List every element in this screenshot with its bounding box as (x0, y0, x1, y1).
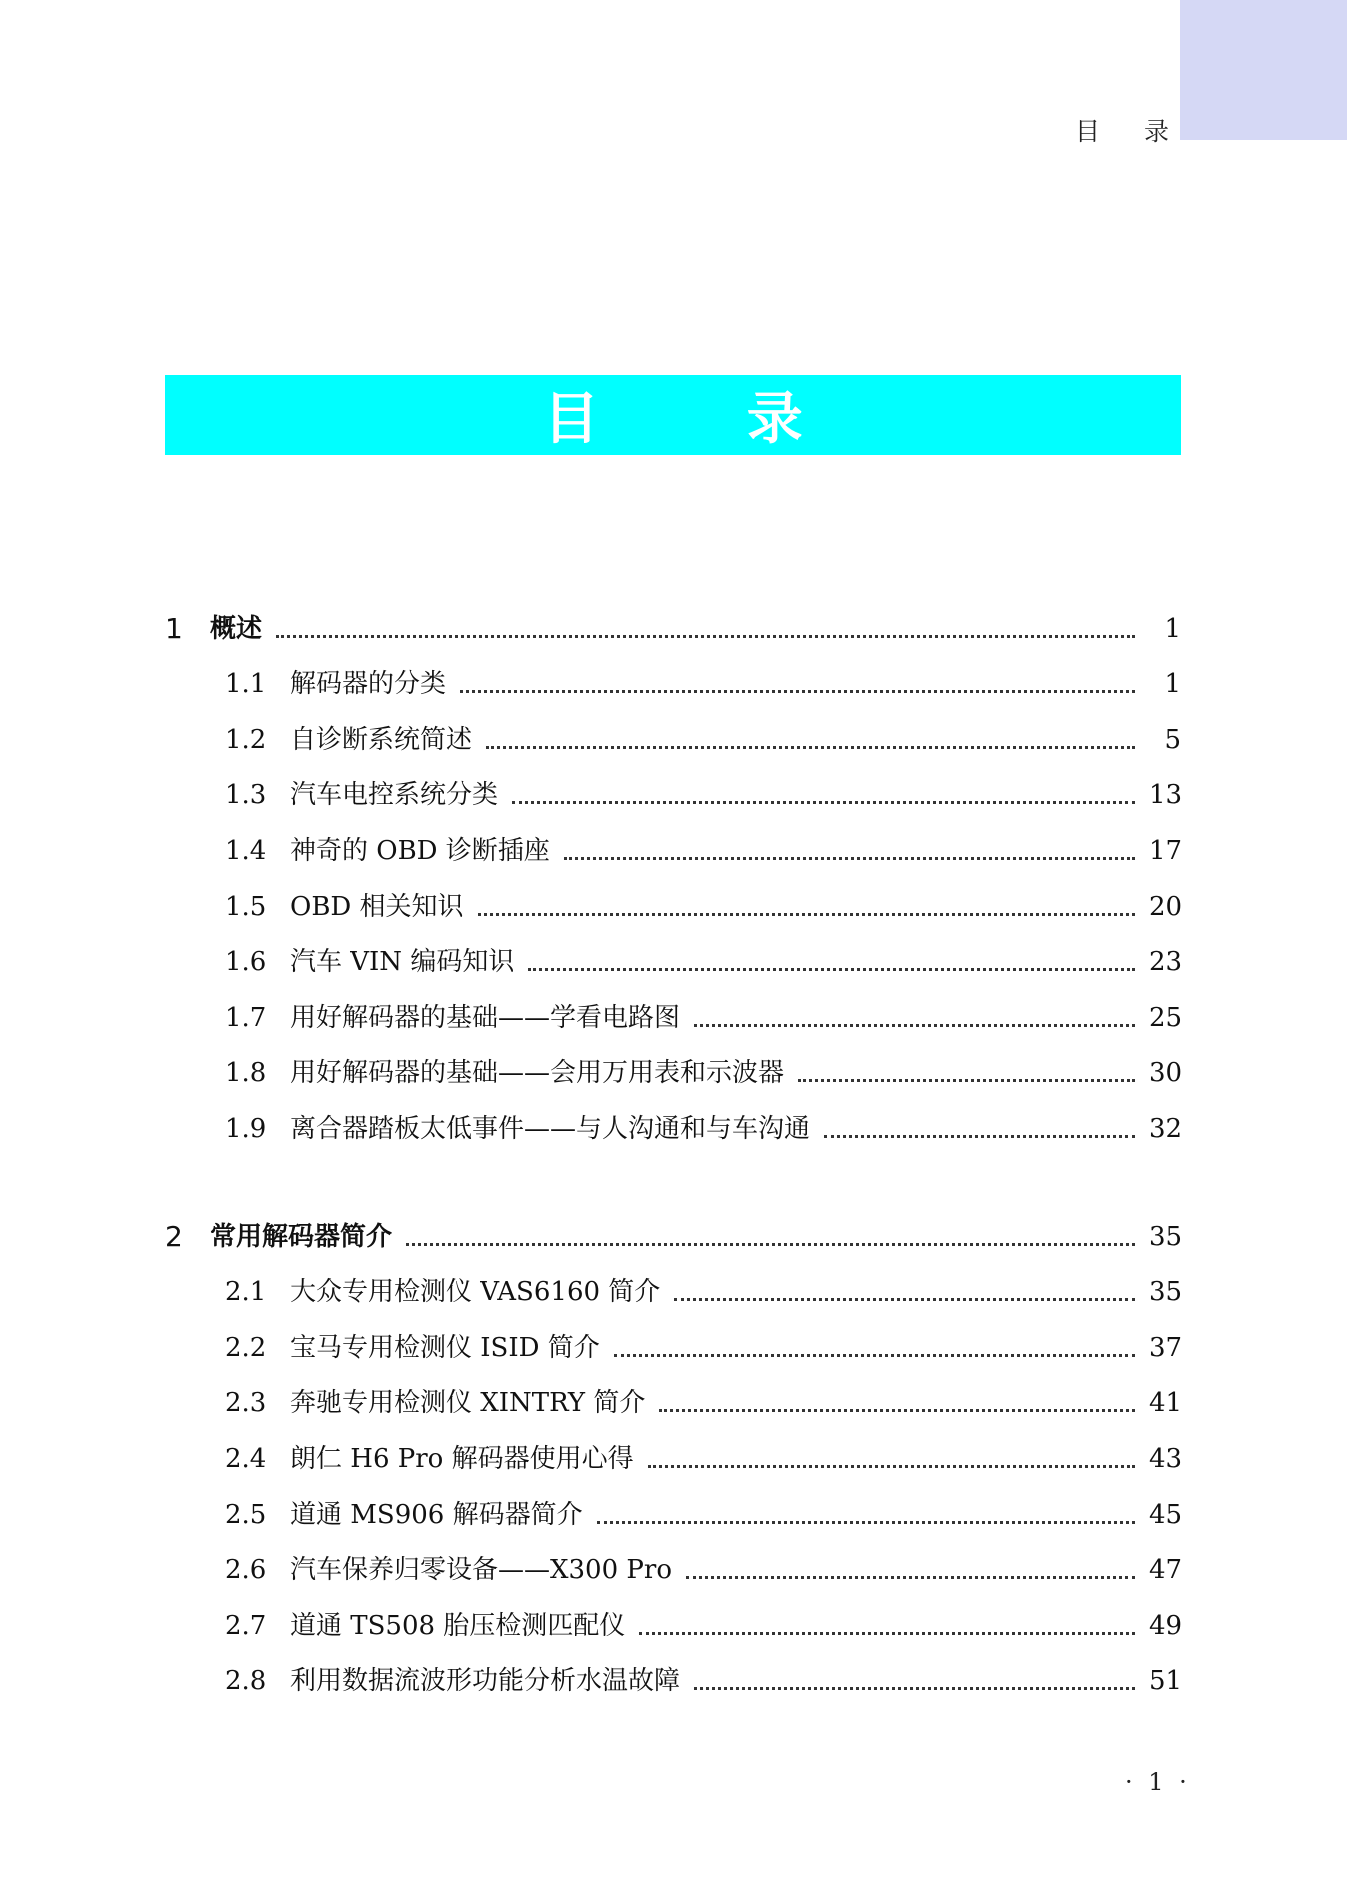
section-title: 汽车 VIN 编码知识 (290, 947, 515, 978)
section-title: 道通 MS906 解码器简介 (290, 1499, 583, 1530)
chapter-block (165, 598, 1181, 1154)
page-ref: 32 (1149, 1113, 1183, 1144)
dot-leader (406, 1243, 1135, 1246)
section-title: 利用数据流波形功能分析水温故障 (290, 1666, 681, 1697)
section-number: 2.1 (225, 1277, 267, 1308)
dot-leader (694, 1024, 1135, 1027)
section-title: OBD 相关知识 (290, 891, 464, 922)
toc-entry-section[interactable] (165, 1373, 1181, 1429)
toc-entry-section[interactable] (165, 1043, 1181, 1099)
dot-leader (512, 801, 1135, 804)
table-of-contents (165, 598, 1181, 1758)
dot-leader (639, 1632, 1135, 1635)
dot-leader (460, 690, 1135, 693)
section-number: 2.6 (225, 1555, 267, 1586)
dot-leader (694, 1687, 1135, 1690)
dot-leader (564, 857, 1135, 860)
section-title: 解码器的分类 (290, 669, 447, 700)
section-number: 2.4 (225, 1443, 267, 1474)
page-ref: 35 (1149, 1277, 1183, 1308)
page-ref: 37 (1149, 1332, 1183, 1363)
dot-leader (597, 1521, 1135, 1524)
running-head: 目 录 (1075, 117, 1187, 146)
page-ref: 41 (1149, 1388, 1183, 1419)
section-number: 1.4 (225, 835, 267, 866)
toc-entry-chapter[interactable] (165, 598, 1181, 654)
toc-entry-section[interactable] (165, 765, 1181, 821)
section-title: 道通 TS508 胎压检测匹配仪 (290, 1610, 626, 1641)
section-number: 2.8 (225, 1666, 267, 1697)
page-ref: 45 (1149, 1499, 1183, 1530)
toc-entry-section[interactable] (165, 1651, 1181, 1707)
section-number: 1.9 (225, 1113, 267, 1144)
toc-entry-section[interactable] (165, 932, 1181, 988)
page-ref: 1 (1164, 613, 1181, 644)
page-ref: 13 (1149, 780, 1183, 811)
page-number: · 1 · (1125, 1768, 1191, 1796)
page-ref: 35 (1149, 1221, 1183, 1252)
section-title: 奔驰专用检测仪 XINTRY 简介 (290, 1388, 646, 1419)
dot-leader (486, 746, 1135, 749)
toc-entry-section[interactable] (165, 1098, 1181, 1154)
page-ref: 17 (1149, 835, 1183, 866)
section-number: 1.7 (225, 1002, 267, 1033)
toc-entry-section[interactable] (165, 1428, 1181, 1484)
page-ref: 47 (1149, 1555, 1183, 1586)
section-title: 离合器踏板太低事件——与人沟通和与车沟通 (290, 1113, 811, 1144)
toc-entry-section[interactable] (165, 1595, 1181, 1651)
chapter-title: 概述 (210, 613, 263, 644)
section-number: 2.5 (225, 1499, 267, 1530)
dot-leader (686, 1576, 1135, 1579)
section-number: 2.7 (225, 1610, 267, 1641)
chapter-number: 1 (165, 611, 183, 645)
corner-tab (1180, 0, 1347, 140)
section-number: 1.6 (225, 947, 267, 978)
page-ref: 20 (1149, 891, 1183, 922)
page-ref: 30 (1149, 1058, 1183, 1089)
toc-entry-section[interactable] (165, 820, 1181, 876)
section-title: 大众专用检测仪 VAS6160 简介 (290, 1277, 661, 1308)
page-ref: 51 (1149, 1666, 1183, 1697)
dot-leader (614, 1354, 1135, 1357)
section-title: 用好解码器的基础——学看电路图 (290, 1002, 681, 1033)
dot-leader (478, 913, 1135, 916)
dot-leader (824, 1135, 1135, 1138)
toc-entry-section[interactable] (165, 1317, 1181, 1373)
section-number: 1.8 (225, 1058, 267, 1089)
toc-entry-section[interactable] (165, 709, 1181, 765)
section-title: 朗仁 H6 Pro 解码器使用心得 (290, 1443, 634, 1474)
section-number: 2.3 (225, 1388, 267, 1419)
section-number: 1.3 (225, 780, 267, 811)
page-ref: 25 (1149, 1002, 1183, 1033)
chapter-number: 2 (165, 1219, 183, 1253)
toc-entry-section[interactable] (165, 1540, 1181, 1596)
page-ref: 43 (1149, 1443, 1183, 1474)
section-number: 1.5 (225, 891, 267, 922)
section-title: 宝马专用检测仪 ISID 简介 (290, 1332, 600, 1363)
section-number: 2.2 (225, 1332, 267, 1363)
page-ref: 23 (1149, 947, 1183, 978)
dot-leader (674, 1298, 1135, 1301)
dot-leader (528, 968, 1135, 971)
section-title: 自诊断系统简述 (290, 724, 473, 755)
toc-entry-section[interactable] (165, 1484, 1181, 1540)
dot-leader (798, 1079, 1135, 1082)
toc-entry-section[interactable] (165, 876, 1181, 932)
section-title: 用好解码器的基础——会用万用表和示波器 (290, 1058, 785, 1089)
page-ref: 1 (1164, 669, 1181, 700)
page-ref: 5 (1164, 724, 1181, 755)
section-number: 1.2 (225, 724, 267, 755)
toc-entry-chapter[interactable] (165, 1206, 1181, 1262)
title-banner (165, 375, 1181, 455)
page-ref: 49 (1149, 1610, 1183, 1641)
page-title: 目 录 (543, 387, 867, 452)
chapter-block (165, 1206, 1181, 1706)
dot-leader (659, 1409, 1135, 1412)
section-title: 汽车保养归零设备——X300 Pro (290, 1555, 672, 1586)
toc-entry-section[interactable] (165, 987, 1181, 1043)
section-title: 神奇的 OBD 诊断插座 (290, 835, 550, 866)
toc-entry-section[interactable] (165, 1262, 1181, 1318)
dot-leader (648, 1465, 1135, 1468)
dot-leader (276, 635, 1135, 638)
section-number: 1.1 (225, 669, 267, 700)
toc-entry-section[interactable] (165, 654, 1181, 710)
section-title: 汽车电控系统分类 (290, 780, 499, 811)
chapter-title: 常用解码器简介 (210, 1221, 393, 1252)
